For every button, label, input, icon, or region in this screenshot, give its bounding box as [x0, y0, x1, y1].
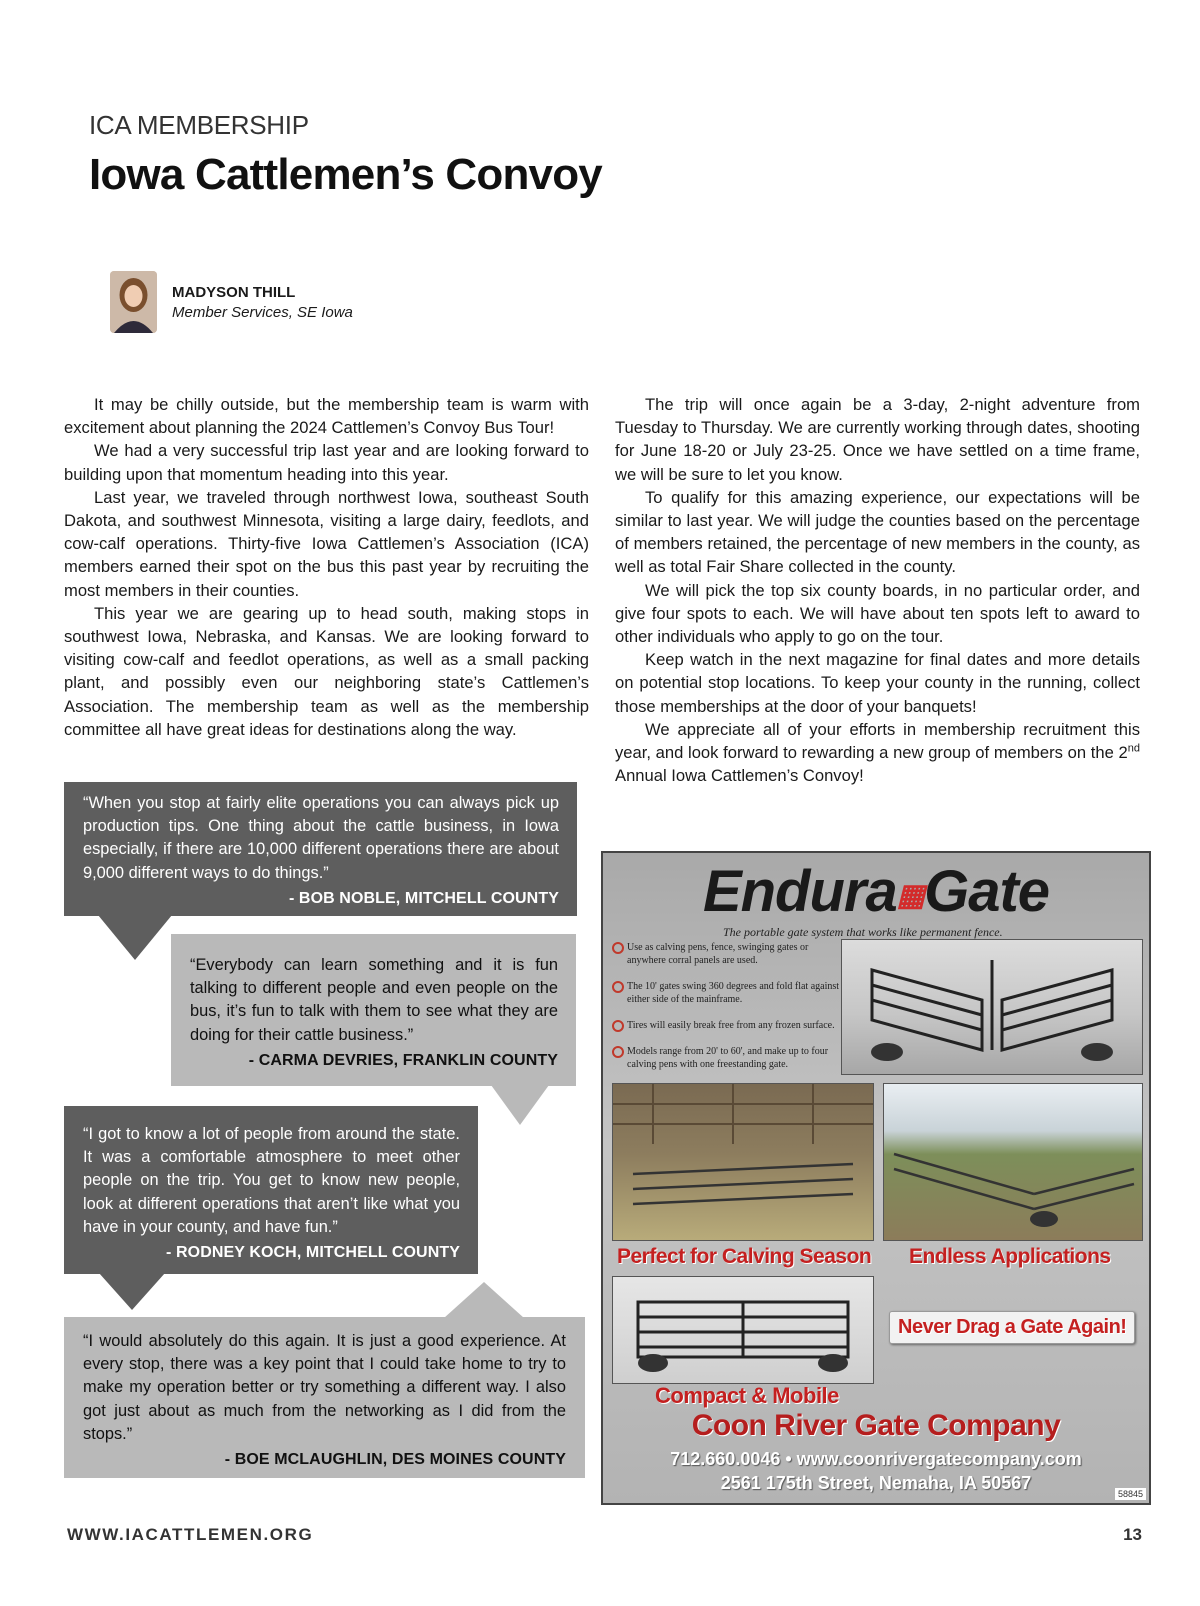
article-paragraph: The trip will once again be a 3-day, 2-night adventure from Tuesday to Thursday. We are currently working through dates, shooting for June 18-20 or July 23-25. Once we have settled on a time frame, we will be sure to let you know.	[615, 395, 1140, 484]
article-paragraph: This year we are gearing up to head south, making stops in southwest Iowa, Nebraska, and Kansas. We are looking forward to visiting cow-calf and feedlot operations, as well as a small packing plant, and possibly even our neighboring state’s Cattlemen’s Association. The membership team as well as the membership committee all have great ideas for destinations along the way.	[64, 603, 589, 739]
article-paragraph: We had a very successful trip last year and are looking forward to building upon that momentum heading into this year.	[64, 441, 589, 484]
ad-feature-list	[611, 941, 841, 1084]
pull-quote-3	[64, 1106, 478, 1274]
quote-attribution: - RODNEY KOCH, MITCHELL COUNTY	[166, 1244, 460, 1262]
quote-text: “I would absolutely do this again. It is just a good experience. At every stop, there was a key point that I could take home to try to make my operation better or try something a different way. I also got just about as much from the networking as I did from the stops.”	[83, 1332, 566, 1443]
ad-feature-item: Tires will easily break free from any frozen surface.	[611, 1019, 841, 1032]
article-paragraph: We will pick the top six county boards, in no particular order, and give four spots to each. We will have about ten spots left to award to other individuals who apply to go on the tour.	[615, 580, 1140, 647]
ad-contact	[603, 1447, 1149, 1495]
page-title: Iowa Cattlemen’s Convoy	[89, 150, 602, 199]
quote-tail-4	[444, 1282, 524, 1318]
ad-phone-website[interactable]: 712.660.0046 • www.coonrivergatecompany.com	[670, 1449, 1082, 1469]
ad-address: 2561 175th Street, Nemaha, IA 50567	[720, 1473, 1032, 1493]
author-role: Member Services, SE Iowa	[172, 304, 353, 321]
author-avatar	[110, 271, 157, 333]
ad-caption-calving: Perfect for Calving Season	[617, 1245, 872, 1268]
barn-photo-icon	[613, 1084, 874, 1241]
pull-quote-4	[64, 1317, 585, 1478]
article-closing-paragraph	[615, 718, 1140, 788]
page-number: 13	[1123, 1525, 1142, 1544]
article-paragraph: Keep watch in the next magazine for final dates and more details on potential stop locations. To keep your county in the running, collect those memberships at the door of your banquets!	[615, 650, 1140, 716]
ad-photo-folded-gate	[612, 1276, 874, 1384]
quote-text: “Everybody can learn something and it is fun talking to different people and even people on the bus, it’s fun to talk with them to see what they are doing for their cattle business.”	[190, 956, 558, 1044]
quote-attribution: - BOB NOBLE, MITCHELL COUNTY	[288, 889, 559, 907]
ad-company-name: Coon River Gate Company	[691, 1409, 1061, 1442]
quote-attribution: - BOE MCLAUGHLIN, DES MOINES COUNTY	[224, 1451, 566, 1469]
enduragate-advertisement[interactable]	[601, 851, 1151, 1505]
ad-photo-gate-system	[841, 939, 1143, 1075]
ad-feature-item: The 10' gates swing 360 degrees and fold flat against either side of the mainframe.	[611, 980, 841, 1006]
ad-caption-compact: Compact & Mobile	[655, 1383, 839, 1408]
article-paragraph: It may be chilly outside, but the membership team is warm with excitement about planning the 2024 Cattlemen’s Convoy Bus Tour!	[64, 395, 589, 438]
quote-tail-3	[99, 1273, 165, 1310]
ad-photo-field-application	[883, 1083, 1143, 1241]
article-column-left	[64, 393, 589, 741]
closing-text: We appreciate all of your efforts in membership recruitment this year, and look forward to rewarding a new group of members on the 2	[615, 719, 1140, 763]
closing-text-end: Annual Iowa Cattlemen’s Convoy!	[615, 766, 864, 786]
pull-quote-1	[64, 782, 577, 916]
article-column-right	[615, 393, 1140, 787]
ad-caption-drag: Never Drag a Gate Again!	[889, 1311, 1135, 1344]
folded-gate-photo-icon	[613, 1277, 874, 1384]
gate-logo-icon: ▦	[896, 879, 925, 913]
quote-tail-1	[98, 915, 172, 960]
gate-photo-icon	[842, 940, 1143, 1075]
author-photo-icon	[110, 271, 157, 333]
ad-code: 58845	[1115, 1488, 1146, 1500]
ad-brand-logo	[603, 858, 1149, 925]
article-paragraph: To qualify for this amazing experience, our expectations will be similar to last year. We will judge the counties based on the percentage of members retained, the percentage of new members in the county, as well as total Fair Share collected in the county.	[615, 487, 1140, 577]
closing-ordinal: nd	[1127, 742, 1140, 755]
author-name: MADYSON THILL	[172, 284, 296, 301]
article-paragraph: Last year, we traveled through northwest Iowa, southeast South Dakota, and southwest Minnesota, visiting a large dairy, feedlots, and cow-calf operations. Thirty-five Iowa Cattlemen’s Association (ICA) members earned their spot on the bus this past year by recruiting the most members in their counties.	[64, 487, 589, 600]
ad-feature-item: Models range from 20' to 60', and make up to four calving pens with one freestanding gate.	[611, 1045, 841, 1071]
ad-caption-endless: Endless Applications	[909, 1245, 1111, 1268]
ad-tagline: The portable gate system that works like permanent fence.	[723, 925, 1003, 939]
field-photo-icon	[884, 1084, 1143, 1241]
footer-url[interactable]: WWW.IACATTLEMEN.ORG	[67, 1525, 314, 1544]
quote-text: “When you stop at fairly elite operations you can always pick up production tips. One thing about the cattle business, in Iowa especially, if there are 10,000 different operations there are about 9,000 different ways to do things.”	[83, 794, 559, 882]
pull-quote-2	[171, 934, 576, 1086]
quote-attribution: - CARMA DEVRIES, FRANKLIN COUNTY	[248, 1051, 558, 1069]
ad-brand-right: Gate	[924, 859, 1050, 924]
ad-feature-item: Use as calving pens, fence, swinging gates or anywhere corral panels are used.	[611, 941, 841, 967]
ad-brand-left: Endura	[702, 859, 897, 924]
quote-text: “I got to know a lot of people from around the state. It was a comfortable atmosphere to meet other people on the trip. You get to know new people, look at different operations that aren’t like what you have in your county, and have fun.”	[83, 1125, 460, 1236]
ad-photo-calving-pens	[612, 1083, 874, 1241]
section-kicker: ICA MEMBERSHIP	[89, 110, 309, 140]
quote-tail-2	[491, 1085, 549, 1125]
